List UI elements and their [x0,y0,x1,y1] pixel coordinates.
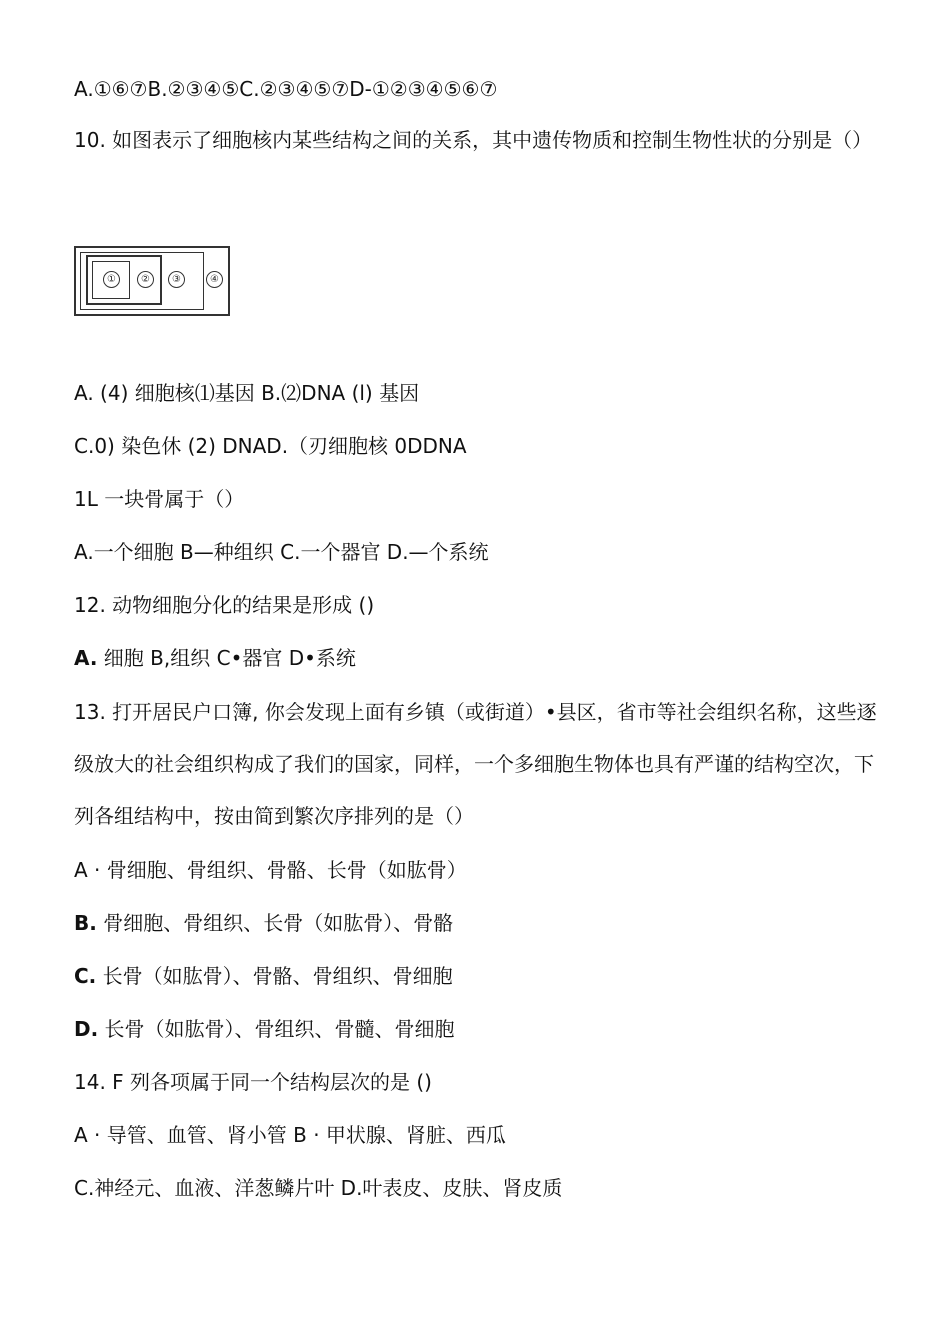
question-13-option-d [74,1014,890,1044]
option-label: C. [74,964,97,988]
option-label: D. [74,1017,99,1041]
option-text: 细胞 B,组织 C•器官 D•系统 [97,646,356,670]
option-label: B. [74,911,97,935]
question-14-options-cd: C.神经元、血液、洋葱鳞片叶 D.叶表皮、皮肤、肾皮质 [74,1176,563,1200]
question-13: 13. 打开居民户口簿, 你会发现上面有乡镇（或街道）•县区，省市等社会组织名称，这些逐级放大的社会组织构成了我们的国家，同样，一个多细胞生物体也具有严谨的结构空次，下列各组结构中，按由简到繁次序排列的是（） [74,700,877,828]
label-3: ③ [168,271,185,288]
option-text: 长骨（如肱骨）、骨组织、骨髓、骨细胞 [98,1017,455,1041]
option-text: 长骨（如肱骨）、骨骼、骨组织、骨细胞 [96,964,453,988]
option-text: 骨细胞、骨组织、长骨（如肱骨）、骨骼 [96,911,454,935]
question-11: 1L 一块骨属于（） [74,487,245,511]
question-14-options-ab: A · 导管、血管、肾小管 B · 甲状腺、肾脏、西瓜 [74,1123,506,1147]
question-10-options-ab: A. (4) 细胞核⑴基因 B.⑵DNA (l) 基因 [74,381,420,405]
label-1: ① [103,271,120,288]
question-11-options: A.一个细胞 B—种组织 C.一个器官 D.—个系统 [74,540,489,564]
question-12: 12. 动物细胞分化的结果是形成 () [74,593,375,617]
question-13-option-b [74,908,890,938]
option-label: A. [74,646,98,670]
label-4: ④ [206,271,223,288]
question-13-option-a: A · 骨细胞、骨组织、骨骼、长骨（如肱骨） [74,858,467,882]
question-10: 10. 如图表示了细胞核内某些结构之间的关系，其中遗传物质和控制生物性状的分别是（） [74,128,873,152]
question-12-options [74,643,890,673]
question-14: 14. F 列各项属于同一个结构层次的是 () [74,1070,432,1094]
nucleus-structure-diagram [74,246,230,316]
question-13-option-c [74,961,890,991]
question-10-options-cd: C.0) 染色休 (2) DNAD.（刃细胞核 0DDNA [74,434,467,458]
answer-options-q9: A.①⑥⑦B.②③④⑤C.②③④⑤⑦D-①②③④⑤⑥⑦ [74,77,498,101]
label-2: ② [137,271,154,288]
